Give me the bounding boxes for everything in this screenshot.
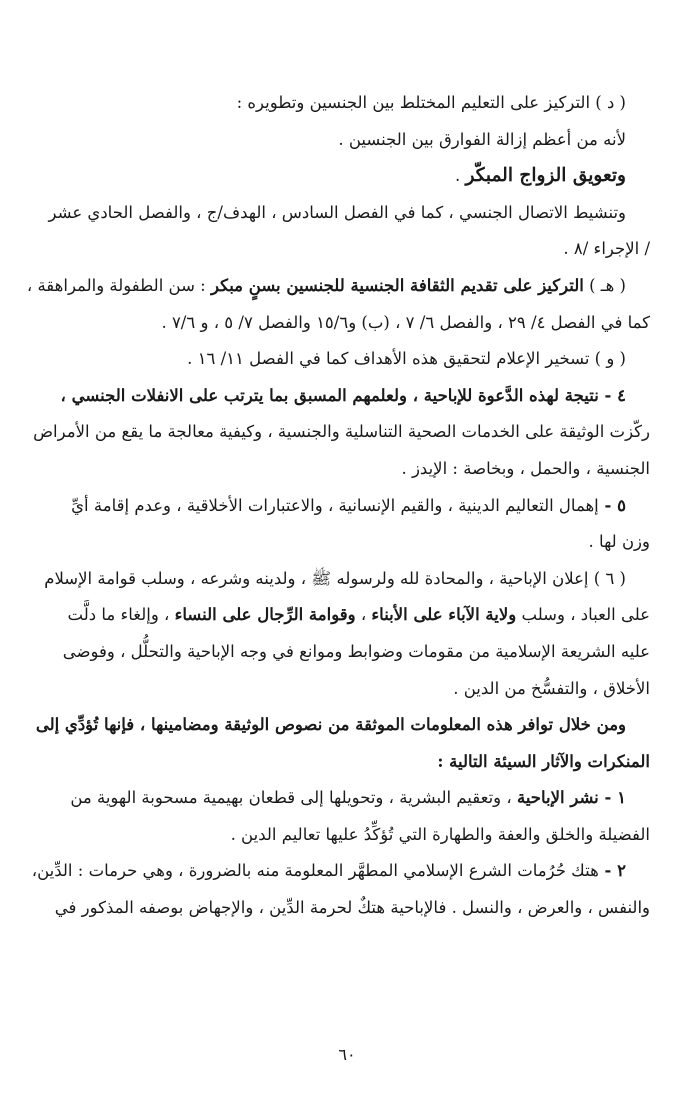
- text-run: / الإجراء /٨ .: [563, 239, 650, 259]
- text-line: [22, 744, 650, 781]
- text-run: وتنشيط الاتصال الجنسي ، كما في الفصل السادس ، الهدف/ج ، والفصل الحادي عشر: [48, 202, 626, 222]
- text-run: ( و ) تسخير الإعلام لتحقيق هذه الأهداف كما في الفصل ١١/ ١٦ .: [187, 349, 626, 369]
- bold-text-run: ٢ -: [598, 861, 626, 881]
- bold-text-run: ٥ -: [598, 495, 626, 515]
- text-run: ،: [355, 605, 372, 625]
- bold-text-run: ولاية الآباء على الأبناء: [371, 605, 517, 625]
- text-line: [22, 451, 650, 488]
- text-line: [22, 268, 650, 305]
- text-line: [22, 524, 650, 561]
- text-run: : سن الطفولة والمراهقة ،: [26, 275, 211, 295]
- text-line: [22, 341, 650, 378]
- text-line: [22, 853, 650, 890]
- bold-text-run: وقوامة الرِّجال على النساء: [174, 605, 356, 625]
- text-line: [22, 634, 650, 671]
- text-run: ( د ) التركيز على التعليم المختلط بين الجنسين وتطويره :: [236, 93, 626, 112]
- text-line: [22, 780, 650, 817]
- text-run: وزن لها .: [588, 532, 650, 552]
- text-line: [22, 122, 650, 159]
- bold-text-run: نشر الإباحية: [516, 788, 599, 808]
- text-run: ( هـ ): [583, 275, 626, 295]
- text-line: [22, 414, 650, 451]
- bold-text-run: ٤ - نتيجة لهذه الدَّعوة للإباحية ، ولعلمهم المسبق بما يترتب على الانفلات الجنسي ،: [60, 385, 626, 405]
- text-line: [22, 305, 650, 342]
- text-line: [22, 561, 650, 598]
- text-run: عليه الشريعة الإسلامية من مقومات وضوابط وموانع في وجه الإباحية والتحلُّل ، وفوضى: [62, 641, 650, 661]
- bold-text-run: وتعويق الزواج المبكّر: [465, 165, 626, 187]
- text-run: ، وتعقيم البشرية ، وتحويلها إلى قطعان بهيمية مسحوبة الهوية من: [70, 788, 517, 808]
- page-number: ٦٠: [338, 1045, 356, 1064]
- text-line: [22, 707, 650, 744]
- text-run: .: [454, 166, 466, 186]
- text-run: والنفس ، والعرض ، والنسل . فالإباحية هتكٌ لحرمة الدِّين ، والإجهاض بوصفه المذكور في: [54, 898, 650, 918]
- text-run: هتك حُرُمات الشرع الإسلامي المطهَّر المعلومة منه بالضرورة ، وهي حرمات : الدِّين،: [31, 861, 599, 881]
- text-run: كما في الفصل ٤/ ٢٩ ، والفصل ٦/ ٧ ، (ب) و١٥/٦ والفصل ٧/ ٥ ، و ٧/٦ .: [161, 312, 650, 332]
- text-run: إهمال التعاليم الدينية ، والقيم الإنسانية ، والاعتبارات الأخلاقية ، وعدم إقامة أيِّ: [71, 495, 599, 515]
- bold-text-run: التركيز على تقديم الثقافة الجنسية للجنسين بسنٍ مبكر: [210, 275, 584, 295]
- text-run: لأنه من أعظم إزالة الفوارق بين الجنسين .: [338, 129, 626, 149]
- text-line: [22, 195, 650, 232]
- text-run: الجنسية ، والحمل ، وبخاصة : الإيدز .: [401, 458, 650, 478]
- text-line: [22, 817, 650, 854]
- text-run: ، وإلغاء ما دلَّت: [67, 605, 175, 625]
- text-line: [22, 158, 650, 195]
- text-run: الفضيلة والخلق والعفة والطهارة التي تُؤكِّدُ عليها تعاليم الدين .: [230, 824, 650, 844]
- bold-text-run: ١ -: [598, 788, 626, 808]
- text-run: ( ٦ ) إعلان الإباحية ، والمحادة لله ولرسوله ﷺ ، ولدينه وشرعه ، وسلب قوامة الإسلام: [44, 568, 626, 588]
- text-run: ركّزت الوثيقة على الخدمات الصحية التناسلية والجنسية ، وكيفية معالجة ما يقع من الأمراض: [33, 422, 650, 442]
- text-line: [22, 488, 650, 525]
- text-line: [22, 378, 650, 415]
- text-line: [22, 671, 650, 708]
- bold-text-run: المنكرات والآثار السيئة التالية :: [437, 751, 650, 771]
- text-run: الأخلاق ، والتفسُّخ من الدين .: [453, 678, 650, 698]
- text-line: [22, 231, 650, 268]
- text-line: [22, 890, 650, 927]
- text-line: [22, 85, 650, 122]
- body-text: [22, 85, 650, 927]
- bold-text-run: ومن خلال توافر هذه المعلومات الموثقة من نصوص الوثيقة ومضامينها ، فإنها تُؤدِّي إلى: [35, 715, 626, 735]
- text-run: على العباد ، وسلب: [516, 605, 650, 625]
- text-line: [22, 597, 650, 634]
